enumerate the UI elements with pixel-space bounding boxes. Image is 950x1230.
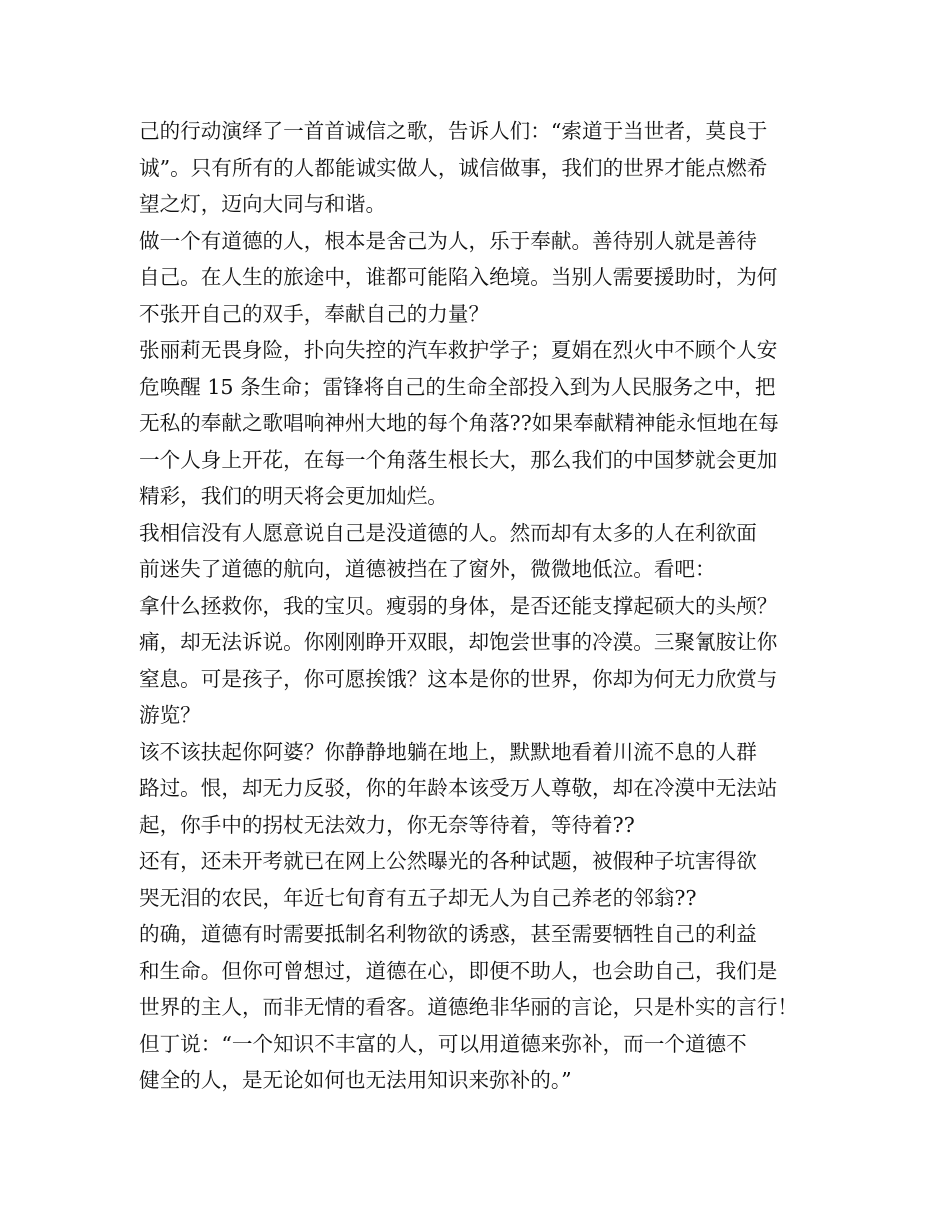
text-line: 我相信没有人愿意说自己是没道德的人。然而却有太多的人在利欲面 bbox=[139, 520, 757, 545]
text-line: 前迷失了道德的航向，道德被挡在了窗外，微微地低泣。看吧： bbox=[139, 557, 716, 581]
text-line: 游览？ bbox=[139, 703, 201, 727]
document-page bbox=[139, 113, 819, 1099]
text-line: 己的行动演绎了一首首诚信之歌，告诉人们：“索道于当世者，莫良于 bbox=[139, 119, 768, 143]
text-line: 自己。在人生的旅途中，谁都可能陷入绝境。当别人需要援助时，为何 bbox=[139, 265, 778, 289]
text-line: 路过。恨，却无力反驳，你的年龄本该受万人尊敬，却在冷漠中无法站 bbox=[139, 776, 778, 800]
text-line: 的确，道德有时需要抵制名利物欲的诱惑，甚至需要牺牲自己的利益 bbox=[139, 922, 757, 946]
text-line: 危唤醒 15 条生命；雷锋将自己的生命全部投入到为人民服务之中，把 bbox=[139, 374, 776, 399]
text-line: 哭无泪的农民，年近七旬育有五子却无人为自己养老的邻翁?? bbox=[139, 885, 697, 910]
text-line: 该不该扶起你阿婆？你静静地躺在地上，默默地看着川流不息的人群 bbox=[139, 739, 757, 764]
text-line: 世界的主人，而非无情的看客。道德绝非华丽的言论，只是朴实的言行！ bbox=[139, 995, 798, 1019]
text-line: 无私的奉献之歌唱响神州大地的每个角落??如果奉献精神能永恒地在每 bbox=[139, 411, 779, 435]
text-line: 拿什么拯救你，我的宝贝。瘦弱的身体，是否还能支撑起硕大的头颅？ bbox=[139, 593, 778, 618]
text-line: 但丁说：“一个知识不丰富的人，可以用道德来弥补，而一个道德不 bbox=[139, 1031, 747, 1056]
text-line: 做一个有道德的人，根本是舍己为人，乐于奉献。善待别人就是善待 bbox=[139, 228, 757, 253]
text-line: 健全的人，是无论如何也无法用知识来弥补的。” bbox=[139, 1068, 572, 1092]
text-line: 不张开自己的双手，奉献自己的力量？ bbox=[139, 301, 490, 326]
text-line: 诚”。只有所有的人都能诚实做人，诚信做事，我们的世界才能点燃希 bbox=[139, 155, 768, 180]
text-line: 一个人身上开花，在每一个角落生根长大，那么我们的中国梦就会更加 bbox=[139, 447, 778, 472]
text-line: 痛，却无法诉说。你刚刚睁开双眼，却饱尝世事的冷漠。三聚氰胺让你 bbox=[139, 630, 778, 654]
text-line: 还有，还未开考就已在网上公然曝光的各种试题，被假种子坑害得欲 bbox=[139, 849, 757, 873]
text-line: 精彩，我们的明天将会更加灿烂。 bbox=[139, 484, 448, 508]
text-line: 窒息。可是孩子，你可愿挨饿？这本是你的世界，你却为何无力欣赏与 bbox=[139, 666, 778, 691]
text-line: 和生命。但你可曾想过，道德在心，即便不助人，也会助自己，我们是 bbox=[139, 958, 778, 983]
text-line: 起，你手中的拐杖无法效力，你无奈等待着，等待着?? bbox=[139, 812, 635, 837]
text-line: 张丽莉无畏身险，扑向失控的汽车救护学子；夏娟在烈火中不顾个人安 bbox=[139, 338, 778, 362]
text-line: 望之灯，迈向大同与和谐。 bbox=[139, 192, 387, 216]
